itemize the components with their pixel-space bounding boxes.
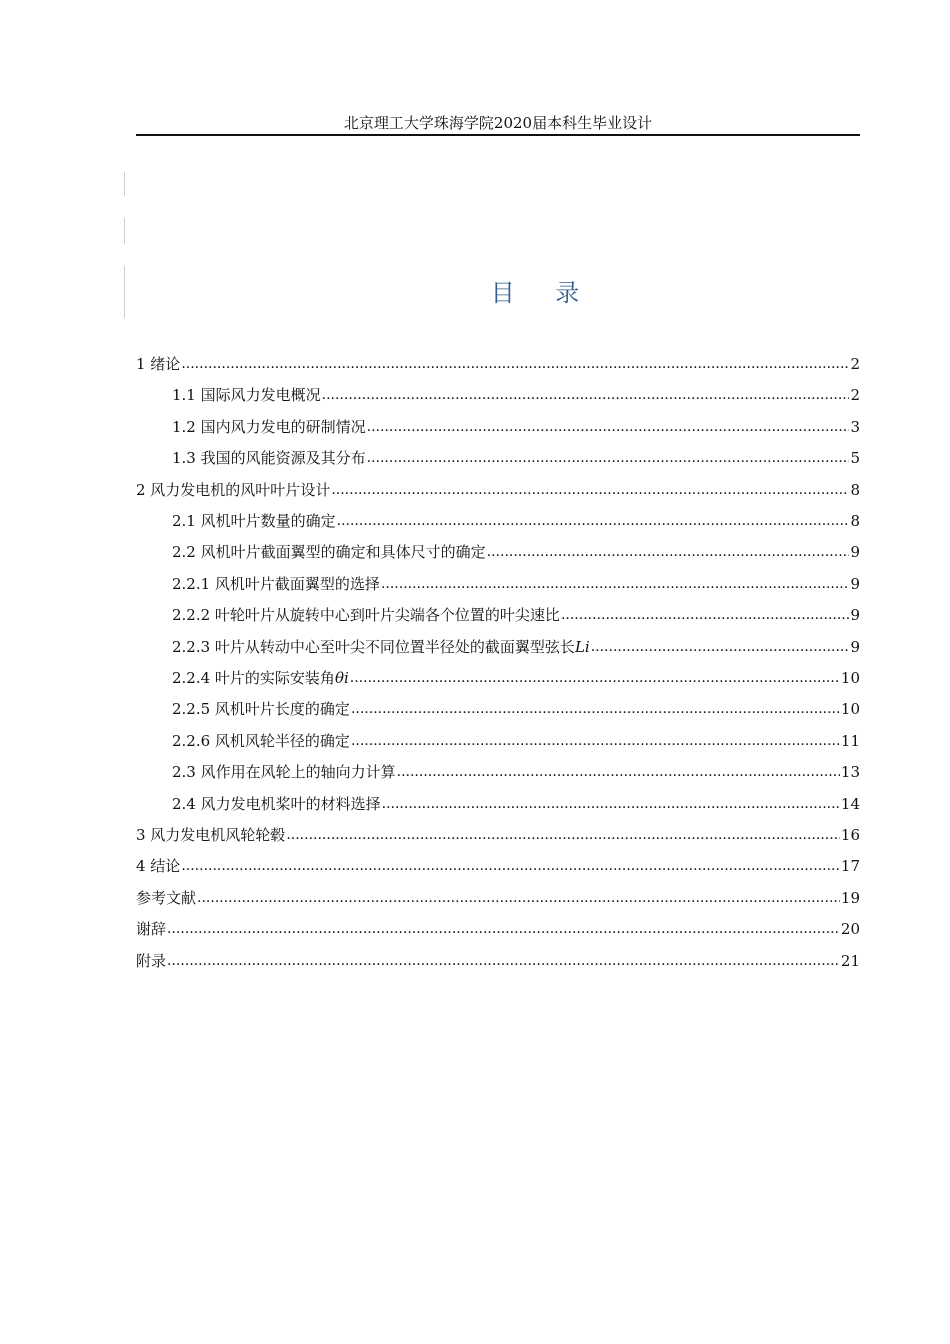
toc-entry-page: 8 (850, 512, 860, 530)
toc-entry-label: 3 风力发电机风轮轮毂 (136, 826, 286, 844)
toc-entry[interactable] (172, 572, 860, 596)
toc-dot-leader (197, 885, 840, 910)
toc-entry-page: 13 (840, 763, 860, 781)
toc-dot-leader (322, 382, 850, 407)
toc-dot-leader (561, 602, 850, 627)
toc-entry-label: 2.2 风机叶片截面翼型的确定和具体尺寸的确定 (172, 543, 486, 561)
toc-entry[interactable] (136, 854, 860, 878)
toc-dot-leader (487, 539, 850, 564)
toc-heading: 目 录 (490, 279, 582, 307)
toc-entry-label: 2.2.2 叶轮叶片从旋转中心到叶片尖端各个位置的叶尖速比 (172, 606, 560, 624)
toc-entry-label: 附录 (136, 952, 167, 970)
toc-entry[interactable] (136, 823, 860, 847)
page-header-title: 北京理工大学珠海学院2020届本科生毕业设计 (343, 114, 653, 132)
toc-entry[interactable] (172, 540, 860, 564)
toc-dot-leader (337, 508, 850, 533)
toc-dot-leader (331, 477, 849, 502)
toc-entry[interactable] (172, 603, 860, 627)
toc-entry-page: 5 (850, 449, 860, 467)
toc-entry[interactable] (172, 509, 860, 533)
toc-entry-page: 9 (850, 638, 860, 656)
toc-entry-label: 2.1 风机叶片数量的确定 (172, 512, 336, 530)
toc-entry-label: 2.2.5 风机叶片长度的确定 (172, 700, 350, 718)
toc-entry[interactable] (136, 352, 860, 376)
toc-entry-page: 17 (840, 857, 860, 875)
header-divider (136, 134, 860, 136)
toc-entry-page: 20 (840, 920, 860, 938)
toc-entry[interactable] (136, 949, 860, 973)
toc-entry-page: 19 (840, 889, 860, 907)
toc-entry-page: 11 (840, 732, 860, 750)
toc-entry-label: 1.1 国际风力发电概况 (172, 386, 321, 404)
toc-entry-label: 2.2.3 叶片从转动中心至叶尖不同位置半径处的截面翼型弦长Li (172, 638, 590, 656)
toc-dot-leader (367, 414, 850, 439)
toc-entry-page: 9 (850, 575, 860, 593)
toc-dot-leader (367, 445, 850, 470)
toc-entry[interactable] (136, 917, 860, 941)
toc-entry[interactable] (172, 697, 860, 721)
toc-entry-label: 2.2.4 叶片的实际安装角θi (172, 669, 349, 687)
toc-dot-leader (591, 634, 850, 659)
toc-dot-leader (181, 853, 840, 878)
toc-entry[interactable] (136, 886, 860, 910)
toc-dot-leader (167, 948, 840, 973)
toc-entry-label: 2.3 风作用在风轮上的轴向力计算 (172, 763, 396, 781)
toc-dot-leader (286, 822, 840, 847)
toc-entry-page: 16 (840, 826, 860, 844)
margin-marker (124, 172, 125, 196)
toc-dot-leader (167, 916, 840, 941)
margin-marker (124, 218, 125, 244)
toc-entry-page: 9 (850, 606, 860, 624)
toc-dot-leader (181, 351, 849, 376)
toc-entry-page: 2 (850, 386, 860, 404)
toc-entry-label: 参考文献 (136, 889, 197, 907)
toc-entry-page: 21 (840, 952, 860, 970)
toc-entry-label: 谢辞 (136, 920, 167, 938)
toc-entry[interactable] (172, 383, 860, 407)
toc-entry-label: 4 结论 (136, 857, 181, 875)
toc-entry-page: 10 (840, 700, 860, 718)
toc-dot-leader (397, 759, 840, 784)
toc-entry-page: 9 (850, 543, 860, 561)
toc-entry-symbol: Li (574, 638, 590, 656)
toc-entry-page: 2 (850, 355, 860, 373)
toc-dot-leader (382, 791, 840, 816)
toc-entry-label: 2 风力发电机的风叶叶片设计 (136, 481, 331, 499)
toc-entry-page: 3 (850, 418, 860, 436)
toc-entry[interactable] (136, 478, 860, 502)
toc-entry[interactable] (172, 666, 860, 690)
toc-entry-label: 2.2.6 风机风轮半径的确定 (172, 732, 350, 750)
toc-entry-label: 1 绪论 (136, 355, 181, 373)
toc-entry-label: 1.2 国内风力发电的研制情况 (172, 418, 366, 436)
toc-entry[interactable] (172, 760, 860, 784)
toc-entry-page: 14 (840, 795, 860, 813)
toc-entry[interactable] (172, 446, 860, 470)
toc-entry-label: 2.2.1 风机叶片截面翼型的选择 (172, 575, 380, 593)
toc-dot-leader (351, 728, 840, 753)
toc-entry[interactable] (172, 792, 860, 816)
toc-entry[interactable] (172, 415, 860, 439)
toc-dot-leader (350, 665, 840, 690)
toc-entry-page: 8 (850, 481, 860, 499)
toc-entry-label: 1.3 我国的风能资源及其分布 (172, 449, 366, 467)
margin-marker (124, 266, 125, 318)
toc-dot-leader (381, 571, 850, 596)
toc-dot-leader (351, 696, 840, 721)
toc-entry-symbol: θi (334, 669, 349, 687)
toc-entry[interactable] (172, 635, 860, 659)
toc-entry-label: 2.4 风力发电机桨叶的材料选择 (172, 795, 381, 813)
toc-entry[interactable] (172, 729, 860, 753)
toc-entry-page: 10 (840, 669, 860, 687)
